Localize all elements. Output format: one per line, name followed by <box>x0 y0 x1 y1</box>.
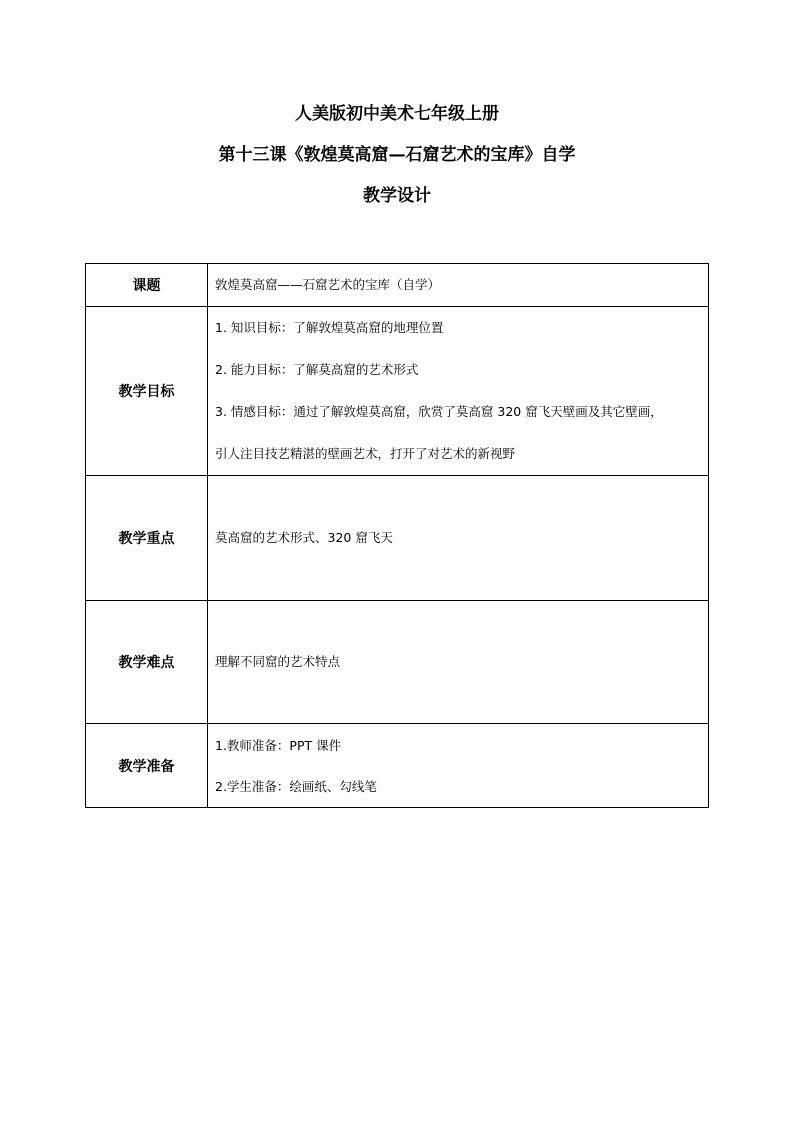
topic-value <box>208 264 709 307</box>
table-row-topic <box>86 264 709 307</box>
difficulties-value <box>208 601 709 724</box>
table-row-key-points <box>86 476 709 601</box>
table-row-goals <box>86 307 709 476</box>
preparation-value <box>208 724 709 808</box>
goal-item-knowledge: 1. 知识目标：了解敦煌莫高窟的地理位置 <box>215 320 444 335</box>
key-points-value <box>208 476 709 601</box>
goal-item-emotion-continued: 引人注目技艺精湛的壁画艺术，打开了对艺术的新视野 <box>215 446 516 461</box>
preparation-item-teacher: 1.教师准备：PPT 课件 <box>215 737 342 753</box>
table-row-preparation <box>86 724 709 808</box>
title-line-1: 人美版初中美术七年级上册 <box>295 104 499 124</box>
preparation-label: 教学准备 <box>86 724 208 808</box>
title-line-2: 第十三课《敦煌莫高窟—石窟艺术的宝库》自学 <box>218 145 576 165</box>
goals-label: 教学目标 <box>86 307 208 476</box>
table-row-difficulties <box>86 601 709 724</box>
difficulties-label: 教学难点 <box>86 601 208 724</box>
key-points-label: 教学重点 <box>86 476 208 601</box>
goal-item-emotion: 3. 情感目标：通过了解敦煌莫高窟，欣赏了莫高窟 320 窟飞天壁画及其它壁画， <box>215 404 663 419</box>
difficulties-text: 理解不同窟的艺术特点 <box>215 654 341 669</box>
topic-label: 课题 <box>86 264 208 307</box>
document-title <box>0 104 794 227</box>
goals-value <box>208 307 709 476</box>
topic-text: 敦煌莫高窟——石窟艺术的宝库（自学） <box>215 277 441 292</box>
preparation-item-student: 2.学生准备：绘画纸、勾线笔 <box>215 778 377 794</box>
key-points-text: 莫高窟的艺术形式、320 窟飞天 <box>215 530 393 545</box>
lesson-plan-table <box>85 263 709 808</box>
goal-item-ability: 2. 能力目标：了解莫高窟的艺术形式 <box>215 362 419 377</box>
title-line-3: 教学设计 <box>363 186 431 206</box>
